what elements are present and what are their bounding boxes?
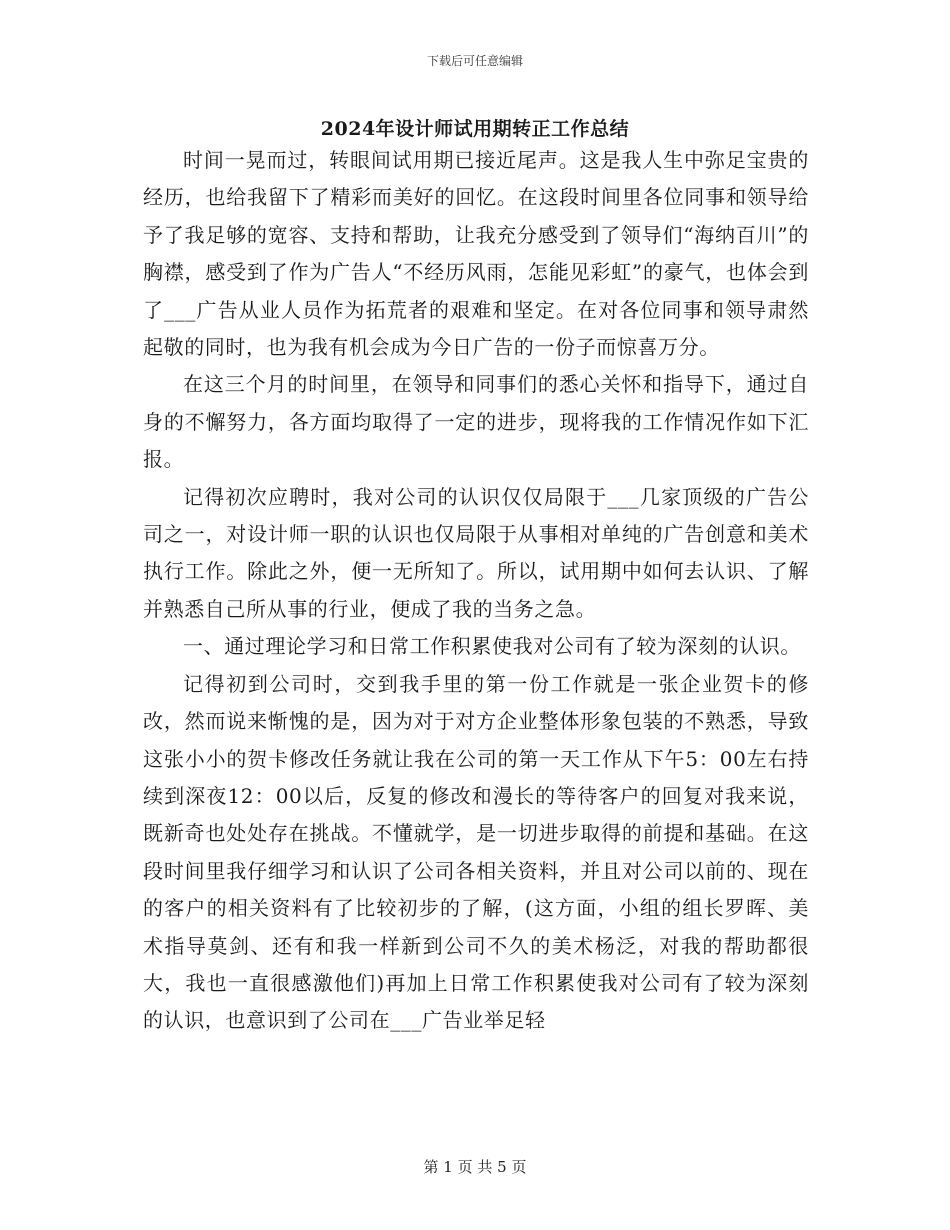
document-title: 2024年设计师试用期转正工作总结 (320, 118, 630, 140)
document-body (143, 142, 809, 1040)
paragraph: 记得初次应聘时，我对公司的认识仅仅局限于___几家顶级的广告公司之一，对设计师一职的认识也仅局限于从事相对单纯的广告创意和美术执行工作。除此之外，便一无所知了。所以，试用期中如何去认识、了解并熟悉自己所从事的行业，便成了我的当务之急。 (143, 484, 809, 621)
paragraph: 记得初到公司时，交到我手里的第一份工作就是一张企业贺卡的修改，然而说来惭愧的是，因为对于对方企业整体形象包装的不熟悉，导致这张小小的贺卡修改任务就让我在公司的第一天工作从下午5：00左右持续到深夜12：00以后，反复的修改和漫长的等待客户的回复对我来说，既新奇也处处存在挑战。不懂就学，是一切进步取得的前提和基础。在这段时间里我仔细学习和认识了公司各相关资料，并且对公司以前的、现在的客户的相关资料有了比较初步的了解，(这方面，小组的组长罗晖、美术指导莫剑、还有和我一样新到公司不久的美术杨泛，对我的帮助都很大，我也一直很感激他们)再加上日常工作积累使我对公司有了较为深刻的认识，也意识到了公司在___广告业举足轻 (143, 671, 809, 1033)
paragraph: 在这三个月的时间里，在领导和同事们的悉心关怀和指导下，通过自身的不懈努力，各方面均取得了一定的进步，现将我的工作情况作如下汇报。 (143, 372, 809, 472)
paragraph: 时间一晃而过，转眼间试用期已接近尾声。这是我人生中弥足宝贵的经历，也给我留下了精彩而美好的回忆。在这段时间里各位同事和领导给予了我足够的宽容、支持和帮助，让我充分感受到了领导们“海纳百川”的胸襟，感受到了作为广告人“不经历风雨，怎能见彩虹”的豪气，也体会到了___广告从业人员作为拓荒者的艰难和坚定。在对各位同事和领导肃然起敬的同时，也为我有机会成为今日广告的一份子而惊喜万分。 (143, 148, 809, 360)
page-footer: 第 1 页 共 5 页 (423, 1158, 527, 1176)
page-header: 下载后可任意编辑 (426, 54, 523, 68)
section-heading: 一、通过理论学习和日常工作积累使我对公司有了较为深刻的认识。 (183, 634, 801, 659)
